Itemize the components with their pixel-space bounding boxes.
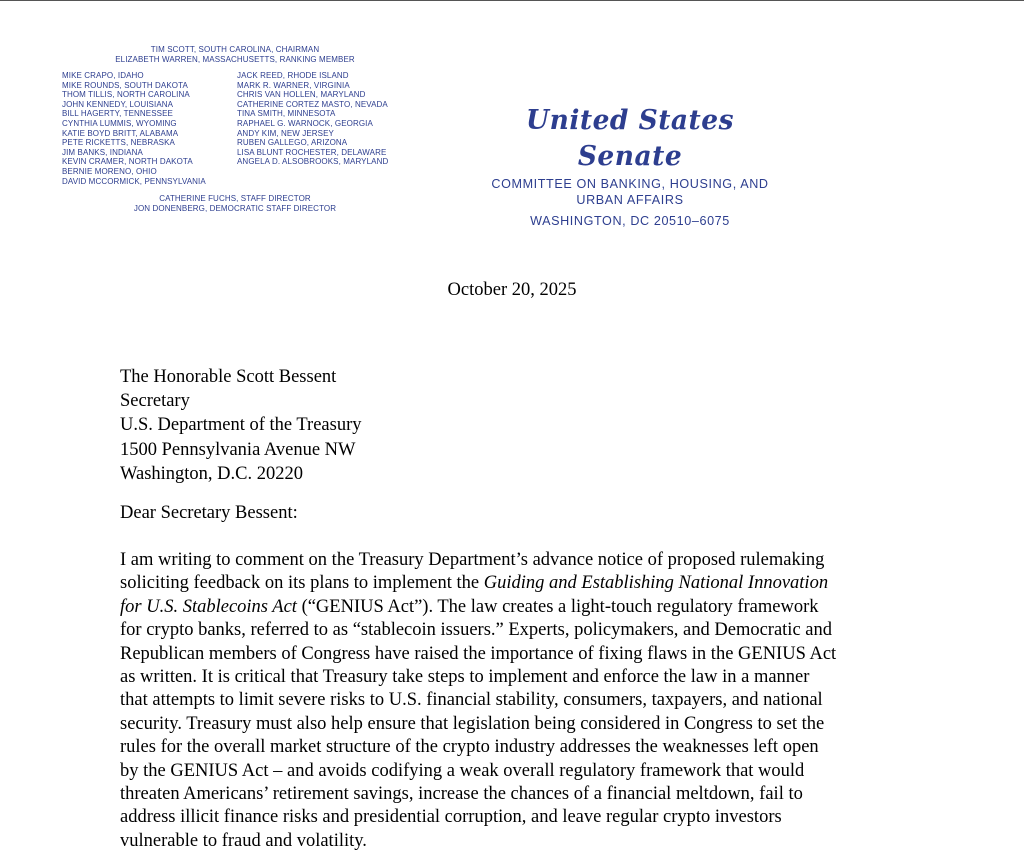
member-name: KATIE BOYD BRITT, ALABAMA bbox=[62, 128, 179, 138]
member-name: ANGELA D. ALSOBROOKS, MARYLAND bbox=[237, 157, 389, 167]
address-line: Secretary bbox=[120, 391, 190, 412]
member-name: DAVID MCCORMICK, PENNSYLVANIA bbox=[62, 176, 206, 186]
body-line: Republican members of Congress have raised the importance of fixing flaws in the GENIUS Act bbox=[120, 643, 837, 664]
member-name: MIKE CRAPO, IDAHO bbox=[62, 71, 144, 80]
address-line: U.S. Department of the Treasury bbox=[120, 415, 362, 436]
chairman: TIM SCOTT, SOUTH CAROLINA, CHAIRMAN bbox=[150, 45, 320, 54]
address-line: Washington, D.C. 20220 bbox=[120, 463, 303, 484]
member-name: CHRIS VAN HOLLEN, MARYLAND bbox=[237, 90, 366, 100]
body-text: (“GENIUS Act”). The law creates a light-touch regulatory framework bbox=[296, 596, 819, 617]
salutation: Dear Secretary Bessent: bbox=[120, 503, 298, 523]
member-name: BILL HAGERTY, TENNESSEE bbox=[62, 109, 173, 119]
member-name: THOM TILLIS, NORTH CAROLINA bbox=[62, 90, 190, 100]
member-name: RUBEN GALLEGO, ARIZONA bbox=[237, 138, 348, 148]
body-line: rules for the overall market structure of the crypto industry addresses the weaknesses left open bbox=[120, 737, 819, 758]
member-name: RAPHAEL G. WARNOCK, GEORGIA bbox=[237, 118, 373, 128]
recipient-address bbox=[120, 365, 362, 486]
member-name: BERNIE MORENO, OHIO bbox=[62, 166, 157, 176]
member-name: MIKE ROUNDS, SOUTH DAKOTA bbox=[62, 80, 188, 90]
address-line: The Honorable Scott Bessent bbox=[120, 367, 337, 387]
ranking-member: ELIZABETH WARREN, MASSACHUSETTS, RANKING MEMBER bbox=[115, 54, 355, 64]
democratic-staff-director: JON DONENBERG, DEMOCRATIC STAFF DIRECTOR bbox=[133, 203, 337, 213]
majority-members-list bbox=[62, 71, 206, 186]
body-line: by the GENIUS Act – and avoids codifying a weak overall regulatory framework that would bbox=[120, 760, 805, 781]
member-name: CATHERINE CORTEZ MASTO, NEVADA bbox=[237, 99, 388, 109]
body-line: address illicit finance risks and presidential corruption, and leave regular crypto investors bbox=[120, 807, 782, 828]
body-line: security. Treasury must also help ensure that legislation being considered in Congress to set the bbox=[120, 713, 825, 734]
letter-date: October 20, 2025 bbox=[447, 280, 577, 300]
committee-leadership bbox=[80, 45, 390, 64]
body-line: as written. It is critical that Treasury take steps to implement and enforce the law in a manner bbox=[120, 667, 810, 688]
body-line: threaten Americans’ retirement savings, increase the chances of a financial meltdown, fail to bbox=[120, 784, 803, 805]
member-name: JACK REED, RHODE ISLAND bbox=[237, 71, 349, 80]
body-line: I am writing to comment on the Treasury Department’s advance notice of proposed rulemaking bbox=[120, 550, 825, 570]
member-name: LISA BLUNT ROCHESTER, DELAWARE bbox=[237, 147, 387, 157]
committee-line: COMMITTEE ON BANKING, HOUSING, AND bbox=[491, 177, 769, 191]
committee-name bbox=[470, 177, 790, 208]
body-line: vulnerable to fraud and volatility. bbox=[120, 830, 367, 851]
body-line: that attempts to limit severe risks to U.S. financial stability, consumers, taxpayers, and national bbox=[120, 690, 823, 711]
body-line bbox=[120, 596, 836, 619]
member-name: MARK R. WARNER, VIRGINIA bbox=[237, 80, 350, 90]
address-line: 1500 Pennsylvania Avenue NW bbox=[120, 439, 356, 460]
senate-letterhead bbox=[470, 103, 790, 228]
senate-name: United States Senate bbox=[526, 105, 734, 172]
member-name: PETE RICKETTS, NEBRASKA bbox=[62, 138, 175, 148]
minority-members-list bbox=[237, 71, 388, 167]
body-line bbox=[120, 572, 836, 595]
member-name: KEVIN CRAMER, NORTH DAKOTA bbox=[62, 157, 193, 167]
member-name: JIM BANKS, INDIANA bbox=[62, 147, 143, 157]
member-name: TINA SMITH, MINNESOTA bbox=[237, 109, 336, 119]
member-name: CYNTHIA LUMMIS, WYOMING bbox=[62, 118, 177, 128]
body-text: soliciting feedback on its plans to implement the bbox=[120, 573, 484, 594]
committee-line: URBAN AFFAIRS bbox=[576, 192, 684, 207]
letter-body-paragraph bbox=[120, 549, 836, 853]
act-title: Guiding and Establishing National Innovation bbox=[483, 573, 829, 594]
body-line: for crypto banks, referred to as “stablecoin issuers.” Experts, policymakers, and Democratic and bbox=[120, 620, 832, 641]
committee-address: WASHINGTON, DC 20510–6075 bbox=[530, 214, 730, 228]
act-title: for U.S. Stablecoins Act bbox=[120, 596, 297, 617]
member-name: ANDY KIM, NEW JERSEY bbox=[237, 128, 334, 138]
member-name: JOHN KENNEDY, LOUISIANA bbox=[62, 99, 174, 109]
staff-director: CATHERINE FUCHS, STAFF DIRECTOR bbox=[159, 194, 311, 203]
staff-directors bbox=[80, 194, 390, 213]
